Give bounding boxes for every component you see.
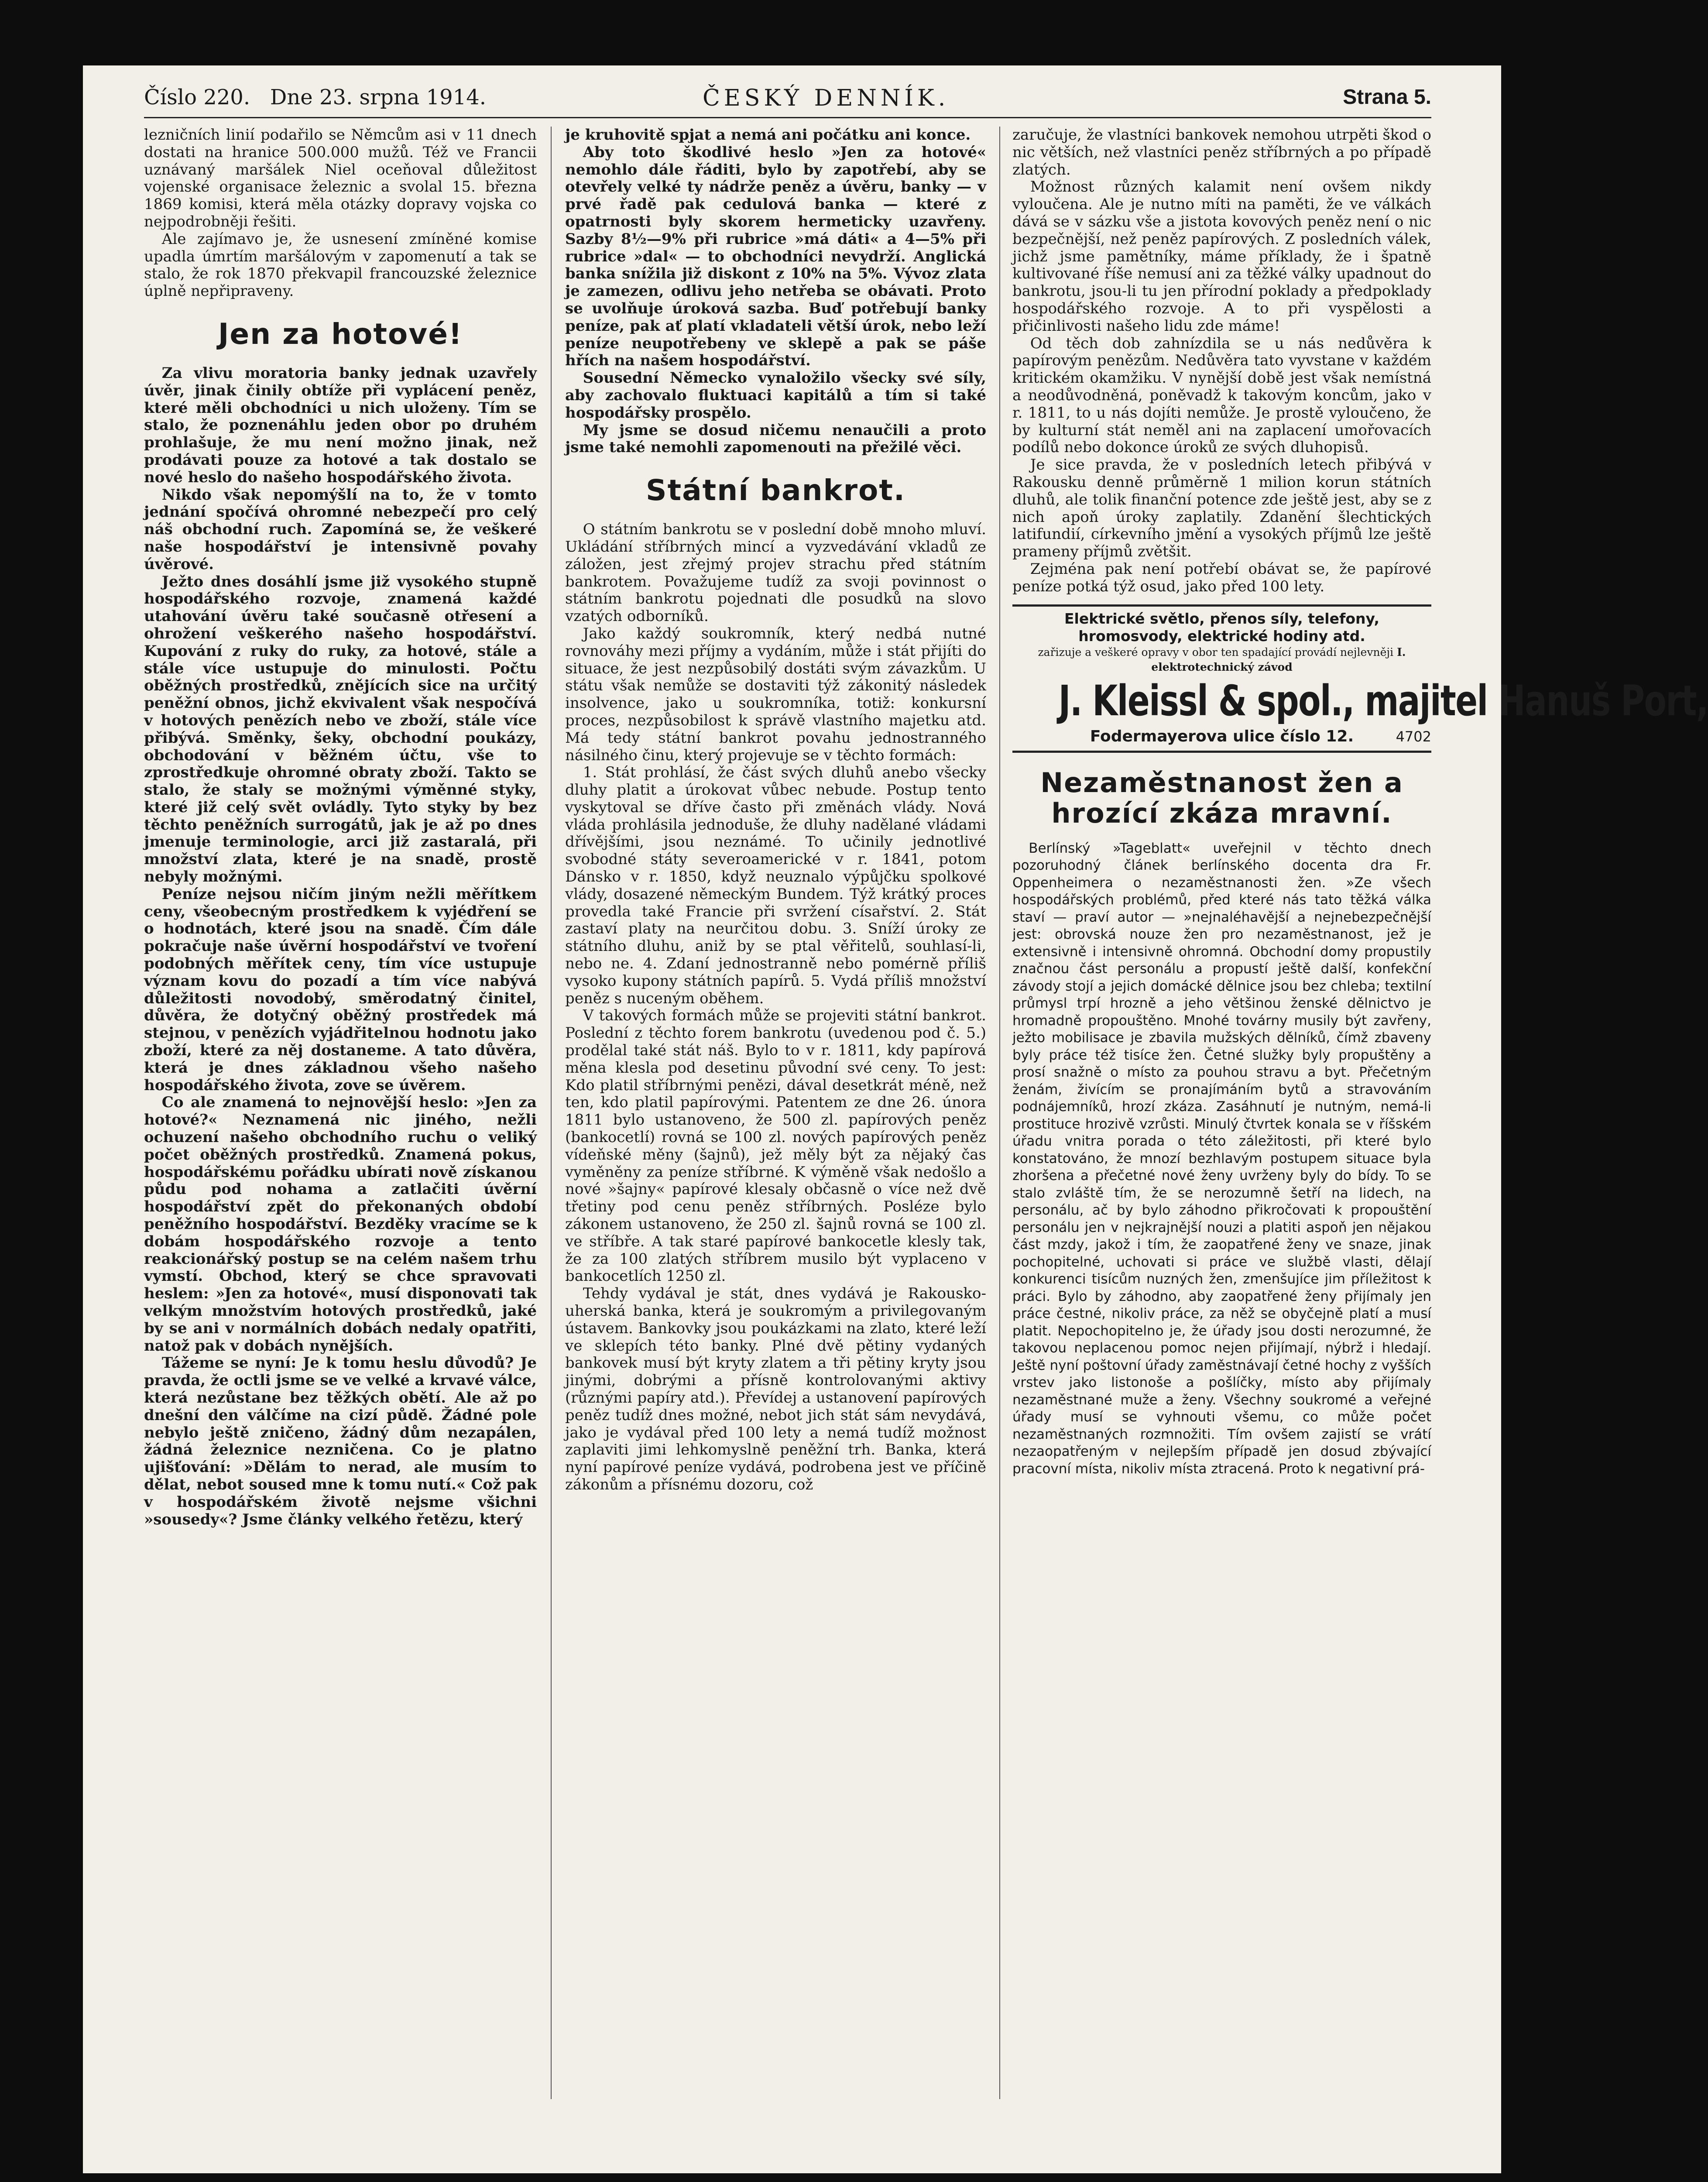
header-rule [144,117,1431,118]
column-1 [144,127,537,2117]
paragraph: Možnost různých kalamit není ovšem nikdy vyloučena. Ale je nutno míti na paměti, že ve válkách dává se v sázku vše a jistota kovových peněz není o nic bezpečnější, než peněz papírových. Z posledních válek, jichž jsme pamětníky, máme příklady, že i špatně kultivované říše nemusí ani za těžké války upadnout do bankrotu, jsou-li tu jen přírodní poklady a předpoklady hospodářského rozvoje. A to při vyspělosti a přičinlivosti našeho lidu zde máme! [1012,178,1431,335]
ad-address: Fodermayerova ulice číslo 12. [1090,727,1354,745]
newspaper-title: ČESKÝ DENNÍK. [703,85,950,111]
paragraph: V takových formách může se projeviti státní bankrot. Poslední z těchto forem bankrotu (uvedenou pod č. 5.) prodělal také stát náš. Bylo to v r. 1811, kdy papírová měna klesla pod desetinu původní své ceny. To jest: Kdo platil stříbrnými penězi, dával desetkrát méně, než ten, kdo platil papírovými. Patentem ze dne 26. února 1811 bylo ustanoveno, že 500 zl. papírových peněz (bankocetlí) rovná se 100 zl. nových papírových peněz vídeňské měny (šajnů), jež měly být za nějaký čas vyměněny za peníze stříbrné. K výměně však nedošlo a nové »šajny« papírové klesaly občasně o více než dvě třetiny pod cenu peněz stříbrných. Posléze bylo zákonem ustanoveno, že 250 zl. šajnů rovná se 100 zl. ve stříbře. A tak staré papírové bankocetle klesly tak, že za 100 zlatých stříbrem musilo být vyplaceno v bankocetlích 1250 zl. [565,1007,986,1285]
ad-text: I. elektrotechnický závod [1151,645,1406,673]
paragraph: Peníze nejsou ničím jiným nežli měřítkem ceny, všeobecným prostředkem k vyjédření se o hodnotách, které jsou na snadě. Čím dále pokračuje naše úvěrní hospodářství ve tvoření podobných měřítek ceny, tím více ustupuje význam kovu do pozadí a tím více nabývá důležitosti novodobý, směrodatný činitel, důvěra, že dotyčný oběžný prostředek má stejnou, v penězích vyjádřitelnou hodnotu jako zboží, které za něj dostaneme. A tato důvěra, která je dnes základnou všeho našeho hospodářského života, zove se úvěrem. [144,885,537,1094]
column-divider [551,127,552,2099]
paragraph: Sousední Německo vynaložilo všecky své síly, aby zachovalo fluktuaci kapitálů a tím si také hospodářsky prospělo. [565,369,986,422]
paragraph: Jako každý soukromník, který nedbá nutné rovnováhy mezi příjmy a vydáním, může i stát přijíti do situace, že jest nezpůsobilý dostáti svým závazkům. U státu však nemůže se dostaviti týž zákonitý následek insolvence, jako u soukromníka, totiž: konkursní proces, nezpůsobilost k správě vlastního majetku atd. Má tedy státní bankrot povahu jednostranného násilného činu, který projevuje se v těchto formách: [565,624,986,764]
paragraph: Aby toto škodlivé heslo »Jen za hotové« nemohlo dále řáditi, bylo by zapotřebí, aby se otevřely velké ty nádrže peněz a úvěru, banky — v prvé řadě pak cedulová banka — které z opatrnosti byly skorem hermeticky uzavřeny. Sazby 8½—9% při rubrice »má dáti« a 4—5% při rubrice »dal« — to obchodníci nevydrží. Anglická banka snížila již diskont z 10% na 5%. Vývoz zlata je zamezen, odlivu jeho netřeba se obávati. Proto se uvolňuje úroková sazba. Buď potřebují banky peníze, pak ať platí vkladateli větší úrok, nebo leží peníze neupotřebeny ve sklepě a pak se páše hřích na našem hospodářství. [565,143,986,370]
masthead [144,85,1431,116]
column-2 [565,127,986,2117]
paragraph: Od těch dob zahnízdila se u nás nedůvěra k papírovým penězům. Nedůvěra tato vyvstane v každém kritickém okamžiku. V nynější době jest však nemístná a neodůvodněná, poněvadž k takovým koncům, jako v r. 1811, to u nás dojíti nemůže. Je prostě vyloučeno, že by kulturní stát neměl ani na zaplacení umořovacích podílů nebo dokonce úroků ze svých dluhopisů. [1012,334,1431,456]
column-divider [999,127,1000,2099]
ad-firm-name: J. Kleissl & spol., majitel Hanuš Port, [1058,676,1708,725]
paragraph: je kruhovitě spjat a nemá ani počátku ani konce. [565,126,971,144]
paragraph: lezničních linií podařilo se Němcům asi v 11 dnech dostati na hranice 500.000 mužů. Též ve Francii uznávaný maršálek Niel oceňoval důležitost vojenské organisace železnic a svolal 15. března 1869 komisi, která měla otázky dopravy vojska co nejpodrobněji řešiti. [144,126,537,230]
issue-and-date [144,85,486,110]
paragraph: Berlínský »Tageblatt« uveřejnil v těchto dnech pozoruhodný článek berlínského docenta dra Fr. Oppenheimera o nezaměstnanosti žen. »Ze všech hospodářských problémů, před které nás tato těžká válka staví — praví autor — »nejnaléhavější a nejnebezpečnější jest: obrovská nouze žen pro nezaměstnanost, jež je extensivně i intensivně ohromná. Obchodní domy propustily značnou část personálu a propustí ještě další, konfekční závody stojí a jejich domácké dělnice jsou bez chleba; textilní průmysl trpí hrozně a jeho většinou ženské dělnictvo je hromadně propouštěno. Mnohé továrny musily být zavřeny, ježto mobilisace je zbavila mužských dělníků, čímž zbaveny byly práce též tisíce žen. Četné služky byly propuštěny a prosí snažně o místo za pouhou stravu a byt. Přečetným ženám, živícím se pronajímáním bytů a stravováním podnájemníků, hrozí zkáza. Zasáhnutí je nutným, nemá-li prostituce hrozivě vzrůsti. Minulý čtvrtek konala se v říšském úřadu vnitra porada o této záležitosti, při které bylo konstatováno, že mnozí bezhlavým postupem situace byla zhoršena a přečetné nové ženy uvrženy byly do bídy. To se stalo zvláště tím, že se nerozumně šetří na lidech, na personálu, ač by bylo záhodno přikročovati k propouštění personálu jen v nejkrajnější nouzi a platiti aspoň jen nějakou část mzdy, jakož i tím, že zaopatřené ženy ve snaze, jinak pochopitelné, uchovati si práce ve službě vlasti, dělají konkurenci tisícům nuzných žen, zmenšujíce jim příležitost k práci. Bylo by záhodno, aby zaopatřené ženy přijímaly jen práce čestné, nikoliv práce, za něž se obyčejně platí a musí platit. Nepochopitelno je, že úřady jsou dosti nerozumné, že takovou neplacenou pomoc nejen přijímají, nýbrž i hledají. Ještě nyní poštovní úřady zaměstnávají četné hochy z vyšších vrstev jako listonoše a pošlíčky, místo aby přijímaly nezaměstnané muže a ženy. Všechny soukromé a veřejné úřady musí se vyhnouti všemu, co může počet nezaměstnaných rozmnožiti. Tím ovšem zajistí se vrátí nezaopatřeným v nejlepším případě jen dosud zbývající pracovní místa, nikoliv místa ztracená. Proto k negativní prá- [1012,840,1431,1477]
ad-address-line [1012,727,1431,746]
paragraph: Ježto dnes dosáhlí jsme již vysokého stupně hospodářského rozvoje, znamená každé utahování úvěru také současně otřesení a ohrožení veškerého našeho hospodářství. Kupování z ruky do ruky, za hotové, stále a stále více ustupuje do minulosti. Počtu oběžných prostředků, znějících sice na určitý peněžní obnos, jichž ekvivalent však nespočívá v hotových penězích nebo ve zboží, stále více přibývá. Směnky, šeky, obchodní poukázy, obchodování v běžném účtu, vše to zprostředkuje ohromné obraty zboží. Takto se stalo, že staly se možnými výměnné styky, které již celý svět ovládly. Tyto styky by bez těchto peněžních surrogátů, jak je až po dnes jmenuje terminologie, arci již zastaralá, při množství zlata, které je na snadě, prostě nebyly možnými. [144,573,537,886]
issue-number: Číslo 220. [144,85,250,110]
paragraph: My jsme se dosud ničemu nenaučili a proto jsme také nemohli zapomenouti na přežilé věci. [565,421,986,456]
column-3 [1012,126,1708,2117]
ad-line: hromosvody, elektrické hodiny atd. [1078,627,1365,645]
advertisement [1012,604,1708,753]
paragraph: Co ale znamená to nejnovější heslo: »Jen za hotové?« Neznamená nic jiného, nežli ochuzení našeho obchodního ruchu o veliký počet oběžných prostředků. Znamená pokus, hospodářskému pořádku ubírati nově získanou půdu pod nohama a zatlačiti úvěrní hospodářství zpět do překonaných období peněžního hospodářství. Bezděky vracíme se k dobám hospodářského rozvoje a tento reakcionářský postup se na celém našem trhu vymstí. Obchod, který se chce spravovati heslem: »Jen za hotové«, musí disponovati tak velkým množstvím hotových prostředků, jaké by se ani v normálních dobách nedaly opatřiti, natož pak v dobách nynějších. [144,1094,537,1355]
paragraph: Nikdo však nepomýšlí na to, že v tomto jednání spočívá ohromné nebezpečí pro celý náš obchodní ruch. Zapomíná se, že veškeré naše hospodářství je intensivně povahy úvěrové. [144,486,537,573]
article-heading-jen-za-hotove: Jen za hotové! [218,317,463,351]
issue-date: Dne 23. srpna 1914. [270,85,487,110]
paragraph: O státním bankrotu se v poslední době mnoho mluví. Ukládání stříbrných mincí a vyzvedávání vkladů ze záložen, jest zřejmý projev strachu před státním bankrotem. Považujeme tudíž za svoji povinnost o státním bankrotu pojednati dle posudků na slovo vzatých odborníků. [565,521,986,625]
ad-line: Elektrické světlo, přenos síly, telefony, [1064,610,1380,627]
paragraph: Za vlivu moratoria banky jednak uzavřely úvěr, jinak činily obtíže při vyplácení peněz, které měli obchodníci u nich uloženy. Tím se stalo, že poznenáhlu jeden obor po druhém prohlašuje, že mu není možno jinak, než prodávati pouze za hotové a tak dostalo se nové heslo do našeho hospodářského života. [144,364,537,486]
paragraph: zaručuje, že vlastníci bankovek nemohou utrpěti škod o nic větších, než vlastníci peněz stříbrných a po případě zlatých. [1012,126,1431,178]
paragraph: Zejména pak není potřebí obávat se, že papírové peníze potká týž osud, jako před 100 lety. [1012,560,1431,595]
ad-text: zařizuje a veškeré opravy v obor ten spadající provádí nejlevněji [1038,645,1394,659]
article-heading-nezamestnanost-zen: Nezaměstnanost žen a hrozící zkáza mravní. [1040,766,1403,829]
ad-number: 4702 [1396,728,1431,745]
newspaper-page [83,65,1708,2173]
page-number: Strana 5. [1343,86,1431,109]
paragraph: Ale zajímavo je, že usnesení zmíněné komise upadla úmrtím maršálovým v zapomenutí a tak se stalo, že rok 1870 překvapil francouzské železnice úplně nepřipraveny. [144,230,537,300]
paragraph: Tehdy vydával je stát, dnes vydává je Rakousko-uherská banka, která je soukromým a privilegovaným ústavem. Bankovky jsou poukázkami na zlato, které leží ve sklepích této banky. Plné dvě pětiny vydaných bankovek musí být kryty zlatem a tři pětiny kryty jsou jinými, dobrými a přísně kontrolovanými aktivy (různými papíry atd.). Převídej a ustanovení papírových peněz tudíž dnes možné, nebot jich stát sám nevydává, jako je vydával před 100 lety a nemá tudíž možnost zaplaviti jimi lehkomyslně peněžní trh. Banka, která nyní papírové peníze vydává, podrobena jest ve příčině zákonům a přísnému dozoru, což [565,1285,986,1493]
ad-line [1012,645,1431,675]
paragraph: Tážeme se nyní: Je k tomu heslu důvodů? Je pravda, že octli jsme se ve velké a krvavé válce, která nezůstane bez těžkých obětí. Ale až po dnešní den válčíme na cizí půdě. Žádné pole nebylo ještě zničeno, žádný dům nezapálen, žádná železnice nezničena. Co je platno ujišťování: »Dělám to nerad, ale musím to dělat, nebot soused mne k tomu nutí.« Což pak v hospodářském životě nejsme všichni »sousedy«? Jsme články velkého řetězu, který [144,1354,537,1528]
article-body [1012,840,1431,1478]
paragraph: Je sice pravda, že v posledních letech přibývá v Rakousku denně průměrně 1 milion korun státních dluhů, ale tolik finanční potence zde ještě jest, aby se z nich apoň úroky zaplatily. Zdanění šlechtických latifundií, církevního jmění a vysokých příjmů lze ještě prameny příjmů zvětšit. [1012,456,1431,561]
article-heading-statni-bankrot: Státní bankrot. [646,473,905,508]
paragraph: 1. Stát prohlásí, že část svých dluhů anebo všecky dluhy platit a úrokovat vůbec nebude. Postup tento vyskytoval se dříve často při změnách vlády. Nová vláda prohlásila jednoduše, že dluhy nadělané vládami dřívějšími, jsou neznámé. To učinily jednotlivé svobodné státy severoamerické v r. 1841, potom Dánsko v r. 1850, když neuznalo výpůjčku spolkové vlády, dosazené německým Bundem. Týž krátký proces provedla také Francie při svržení císařství. 2. Stát zastaví platy na neurčitou dobu. 3. Sníží úroky ze státního dluhu, aniž by se ptal věřitelů, souhlasí-li, nebo ne. 4. Zdaní jednostranně nebo pomérně příliš vysoko kupony státních papírů. 5. Vydá příliš množství peněz s nuceným oběhem. [565,764,986,1007]
